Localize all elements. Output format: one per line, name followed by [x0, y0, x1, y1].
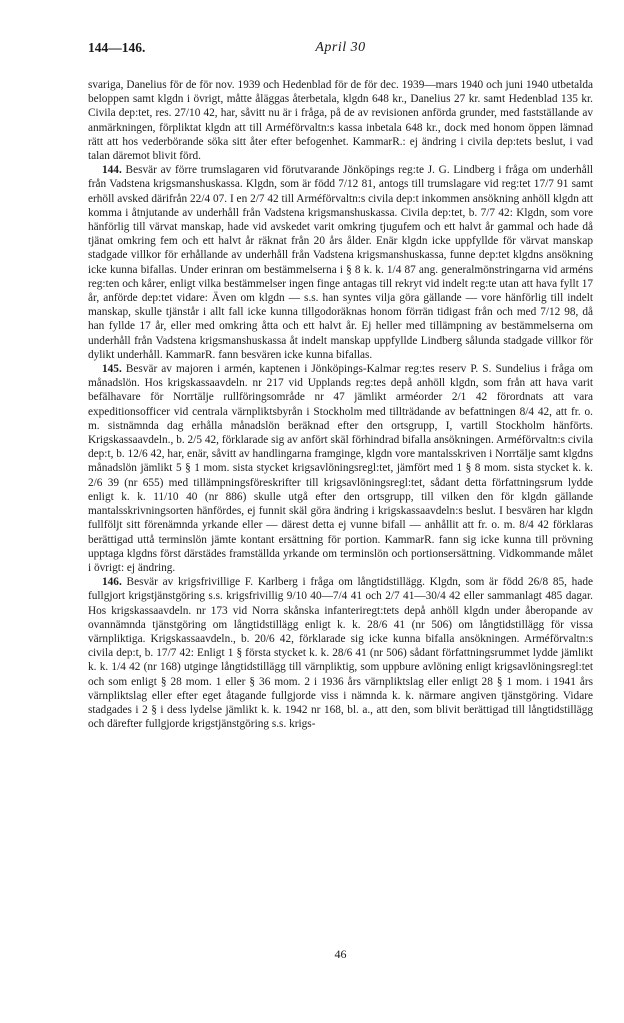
body-text	[88, 78, 593, 731]
page-date: April 30	[315, 40, 366, 55]
case-text: Besvär av majoren i armén, kaptenen i Jönköpings-Kalmar reg:tes reserv P. S. Sundelius i fråga om månadslön. Hos krigskassaavdeln. nr 217 vid Upplands reg:tes depå anhöll klgdn, som från att hava varit befälhavare för Norrtälje rullföringsområde nr 47 jämlikt arméorder 2/1 42 förordnats att vara expeditionsofficer vid centrala värnpliktsbyrån i Stockholm med tillträdande av befattningen 8/4 42, att fr. o. m. sistnämnda dag erhålla månadslön beräknad efter den ortsgrupp, I, vartill Stockholm hänförts. Krigskassaavdeln., b. 2/5 42, förklarade sig av anfört skäl förhindrad bifalla ansökningen. Arméförvaltn:s civila dep:t, b. 12/6 42, har, enär, såvitt av handlingarna framginge, klgdn vore mantalsskriven i Norrtälje samt klgdns månadslön jämlikt 5 § 1 mom. sista stycket krigsavlöningsregl:tet, jämfört med 1 § 8 mom. sista stycket k. k. 2/6 39 (nr 655) med tillämpningsföreskrifter till krigsavlöningsregl:tet, sådant detta författningsrum lydde enligt k. k. 11/10 40 (nr 886) skulle utgå efter den ortsgrupp, till vilken den för klgdn gällande mantalsskrivningsorten hänfördes, ej funnit skäl göra ändring i krigskassaavdeln:s beslut. I besvären har klgdn fullföljt sitt förenämnda yrkande eller — därest detta ej vunne bifall — anhållit att fr. o. m. 8/4 42 förklaras berättigad uttå terminslön jämte kontant ersättning för portion. KammarR. fann sig icke kunna till prövning upptaga klgdns först därstädes framställda yrkande om terminslön och portionsersättning. Vidkommande målet i övrigt: ej ändring.	[88, 363, 593, 574]
page-number: 46	[334, 947, 347, 961]
case-145	[88, 362, 593, 575]
page-header	[88, 40, 593, 62]
case-range: 144—146.	[88, 40, 146, 55]
case-144	[88, 163, 593, 362]
case-number: 146.	[102, 576, 122, 589]
case-text: Besvär av förre trumslagaren vid förutvarande Jönköpings reg:te J. G. Lindberg i fråga om underhåll från Vadstena krigsmanshuskassa. Klgdn, som är född 7/12 81, antogs till trumslagare vid reg:tet 17/7 91 samt erhöll avsked därifrån 22/4 07. I en 2/7 42 till Arméförvaltn:s civila dep:t inkommen ansökning anhöll klgdn att komma i åtnjutande av underhåll från Vadstena krigsmanshuskassa. Civila dep:tet, b. 7/7 42: Klgdn, som vore hänförlig till värvat manskap, hade vid avskedet varit omkring tjugufem och ett halvt år gammal och hade då tjänat omkring fem och ett halvt år räknat från 20 års ålder. Enär klgdn icke uppfyllde för värvat manskap stadgade villkor för erhållande av underhåll från Vadstena krigsmanshuskassa, funne dep:tet klgdns ansökning icke kunna bifallas. Under erinran om bestämmelserna i § 8 k. k. 1/4 87 ang. generalmönstringarna vid arméns reg:ten och kårer, enligt vilka bestämmelser ingen finge antagas till rekryt vid indelt reg:te utan att hava fyllt 17 år, anförde dep:tet vidare: Även om klgdn — s.s. han syntes vilja göra gällande — vore hänförlig till indelt manskap, skulle tjänstår i allt fall icke kunna tillgodoräknas honom förrän tidigast från och med 7/12 98, då han fyllde 17 år, eller med omkring åtta och ett halvt år. Ej heller med tillämpning av bestämmelserna om underhåll från Vadstena krigsmanshuskassa åt indelt manskap uppfyllde Lindberg sålunda stadgade villkor för dylikt underhåll. KammarR. fann besvären icke kunna bifallas.	[88, 164, 594, 361]
case-number: 144.	[102, 164, 122, 177]
case-text: Besvär av krigsfrivillige F. Karlberg i fråga om långtidstillägg. Klgdn, som är född 26/8 85, hade fullgjort krigstjänstgöring s.s. krigsfrivillig 9/10 40—7/4 41 och 2/7 41—30/4 42 eller sammanlagt 485 dagar. Hos krigskassaavdeln. nr 173 vid Norra skånska infanteriregt:tets depå anhöll klgdn under åberopande av ovannämnda tjänstgöring om långtidstillägg enligt k. k. 28/6 41 (nr 506) om långtidstillägg för vissa värnpliktiga. Krigskassaavdeln., b. 20/6 42, förklarade sig icke kunna bifalla ansökningen. Arméförvaltn:s civila dep:t, b. 17/7 42: Enligt 1 § första stycket k. k. 28/6 41 (nr 506) sådant författningsrummet lydde jämlikt k. k. 1/4 42 (nr 168) utginge långtidstillägg till värnpliktig, som uppbure avlöning enligt krigsavlöningsregl:tet och som enligt § 28 mom. 1 eller § 36 mom. 2 i 1936 års värnpliktslag eller enligt 28 § 1 mom. i 1941 års värnpliktslag eller efter eget åtagande fullgjorde viss i nämnda k. k. närmare angiven tjänstgöring. Vidare stadgades i 2 § i dess lydelse jämlikt k. k. 1942 nr 168, bl. a., att den, som blivit berättigad till långtidstillägg och därefter fullgjorde krigstjänstgöring s.s. krigs-	[88, 576, 594, 731]
continued-paragraph: svariga, Danelius för de för nov. 1939 och Hedenblad för de för dec. 1939—mars 1940 och juni 1940 utbetalda beloppen samt klgdn i övrigt, måtte åläggas återbetala, klgdn 648 kr., Danelius 27 kr. samt Hedenblad 135 kr. Civila dep:tet, res. 27/10 42, har, såvitt nu är i fråga, på de av revisionen anförda grunder, med fastställande av anmärkningen, förpliktat klgdn att till Arméförvaltn:s kassa inbetala 648 kr., dock med honom öppen lämnad rätt att hos vederbörande söka sitt åter efter befogenhet. KammarR.: ej ändring i civila dep:tets beslut, i vad talan däremot blivit förd.	[88, 79, 593, 163]
case-146	[88, 575, 593, 731]
document-page	[88, 40, 593, 731]
case-number: 145.	[102, 363, 122, 376]
